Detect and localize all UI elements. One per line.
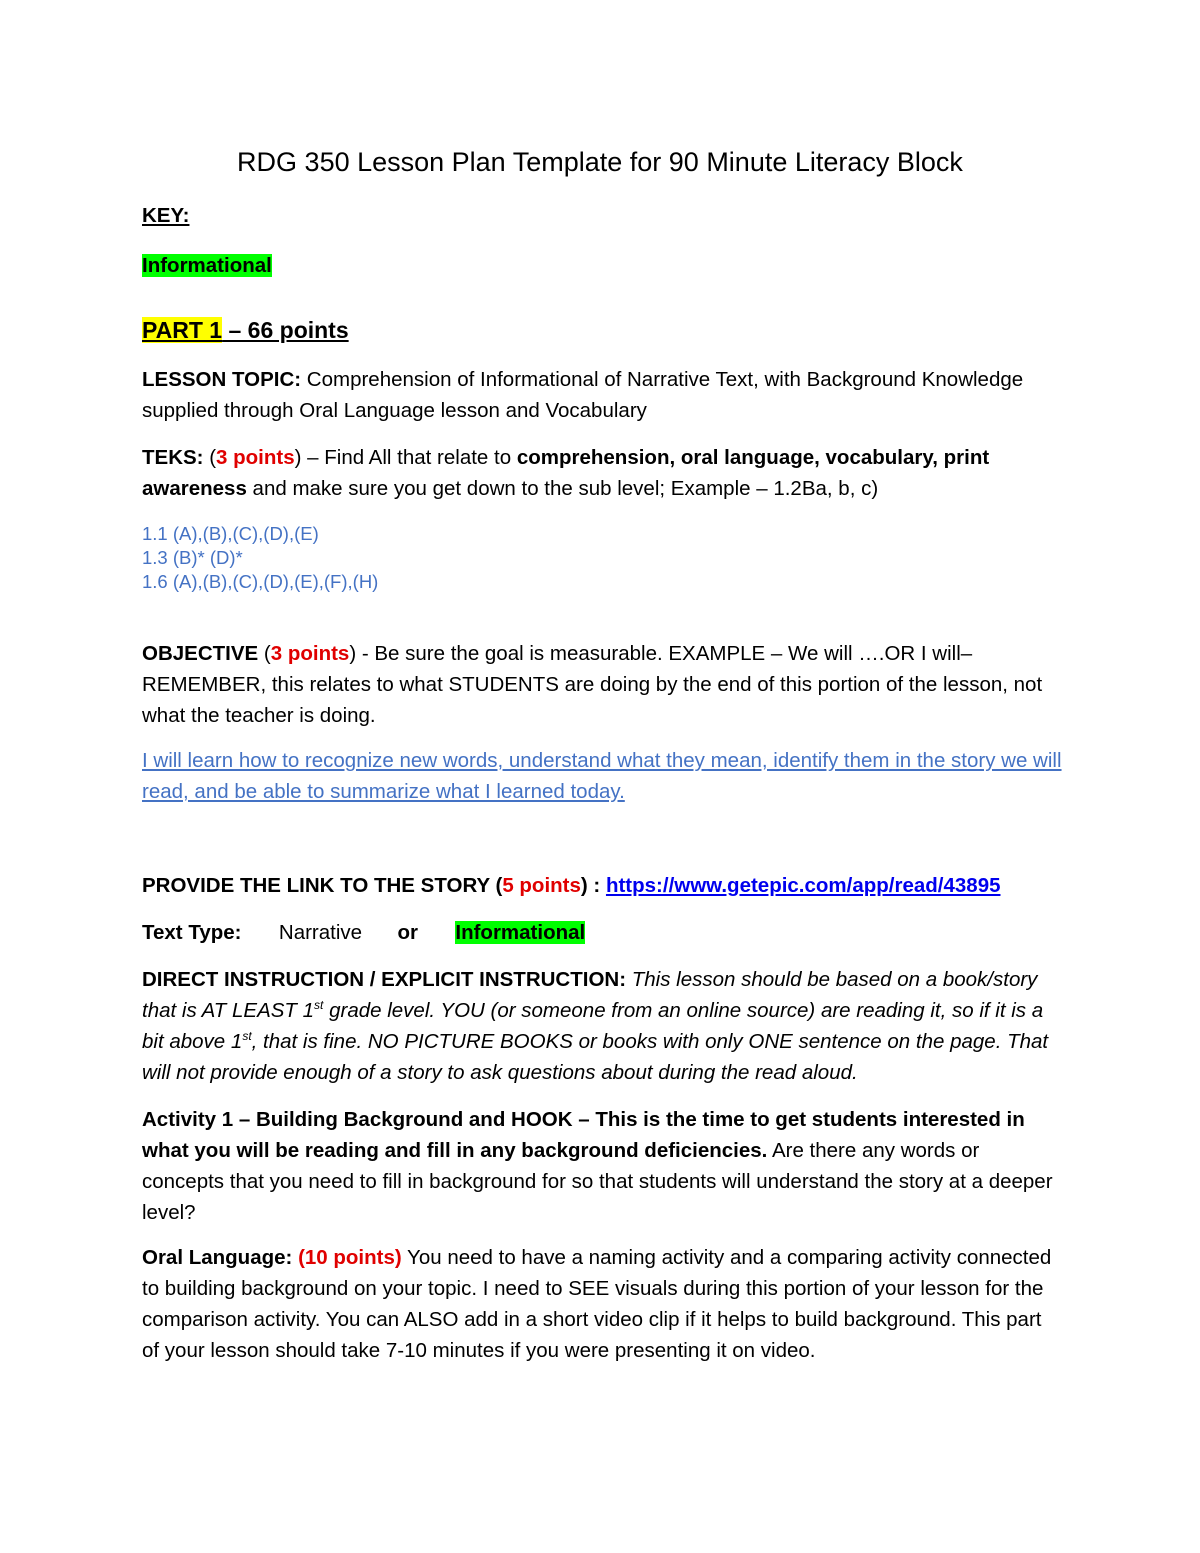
oral-language-paragraph (142, 1242, 1062, 1366)
lesson-topic-text: Comprehension of Informational of Narrative Text, with Background Knowledge supplied through Oral Language lesson and Vocabulary (142, 368, 1024, 422)
page-title: RDG 350 Lesson Plan Template for 90 Minute Literacy Block (237, 147, 963, 177)
lesson-topic-label: LESSON TOPIC: (142, 368, 302, 391)
teks-item: 1.6 (A),(B),(C),(D),(E),(F),(H) (142, 571, 379, 592)
teks-points: 3 points (216, 446, 295, 469)
teks-open: ( (203, 446, 217, 469)
story-link-close: ) : (580, 874, 606, 897)
part1-points: – 66 points (222, 317, 349, 343)
objective-points: 3 points (270, 642, 350, 665)
key-informational (142, 250, 1062, 281)
direct-instruction-t1: This lesson should be based on a book/story that is AT LEAST 1 (142, 968, 1038, 1022)
key-informational-highlight: Informational (142, 254, 272, 277)
text-type-informational: Informational (455, 921, 586, 944)
teks-paragraph (142, 442, 1062, 504)
story-link-label: PROVIDE THE LINK TO THE STORY ( (142, 874, 503, 897)
direct-instruction (142, 964, 1062, 1088)
text-type-label: Text Type: (142, 921, 242, 944)
direct-instruction-sup2: st (242, 1029, 252, 1044)
text-type-or: or (397, 921, 418, 944)
key-label: KEY: (142, 204, 190, 227)
direct-instruction-t2: grade level. YOU (or someone from an online source) are reading it, so if it is a bit above 1 (142, 999, 1044, 1053)
direct-instruction-label: DIRECT INSTRUCTION / EXPLICIT INSTRUCTION: (142, 968, 627, 991)
part1-label: PART 1 (142, 317, 223, 343)
activity1-text: Are there any words or concepts that you need to fill in background for so that students will understand the story at a deeper level? (142, 1139, 1053, 1224)
objective-label: OBJECTIVE (142, 642, 259, 665)
part1-heading (142, 314, 1062, 346)
teks-label: TEKS: (142, 446, 204, 469)
teks-item: 1.1 (A),(B),(C),(D),(E) (142, 523, 319, 544)
activity1-bold: Activity 1 – Building Background and HOOK – This is the time to get students interested in what you will be reading and fill in any background deficiencies. (142, 1108, 1025, 1162)
text-type-narrative: Narrative (278, 921, 363, 944)
direct-instruction-sup1: st (314, 998, 324, 1013)
story-link-url[interactable]: https://www.getepic.com/app/read/43895 (605, 874, 1001, 897)
teks-list (142, 522, 1062, 594)
story-link-line (142, 870, 1062, 901)
teks-mid: ) – Find All that relate to (294, 446, 517, 469)
activity1-paragraph (142, 1104, 1062, 1228)
teks-bold-list: comprehension, oral language, vocabulary, print awareness (142, 446, 990, 500)
oral-language-points: (10 points) (298, 1246, 402, 1269)
story-link-points: 5 points (502, 874, 581, 897)
text-type-line (142, 917, 1062, 948)
teks-item: 1.3 (B)* (D)* (142, 547, 243, 568)
objective-text: ) - Be sure the goal is measurable. EXAMPLE – We will ….OR I will– REMEMBER, this relates to what STUDENTS are doing by the end of this portion of the lesson, not what the teacher is doing. (142, 642, 1043, 727)
objective-paragraph (142, 638, 1062, 731)
objective-answer (142, 745, 1062, 807)
direct-instruction-t3: , that is fine. NO PICTURE BOOKS or books with only ONE sentence on the page. That will not provide enough of a story to ask questions about during the read aloud. (142, 1030, 1049, 1084)
oral-language-label: Oral Language: (142, 1246, 293, 1269)
oral-language-text: You need to have a naming activity and a comparing activity connected to building background on your topic. I need to SEE visuals during this portion of your lesson for the comparison activity. You can ALSO add in a short video clip if it helps to build background. This part of your lesson should take 7-10 minutes if you were presenting it on video. (142, 1246, 1052, 1362)
lesson-topic (142, 364, 1062, 426)
teks-end: and make sure you get down to the sub level; Example – 1.2Ba, b, c) (246, 477, 879, 500)
objective-answer-text: I will learn how to recognize new words, understand what they mean, identify them in the story we will read, and be able to summarize what I learned today. (142, 749, 1062, 803)
objective-open: ( (258, 642, 271, 665)
